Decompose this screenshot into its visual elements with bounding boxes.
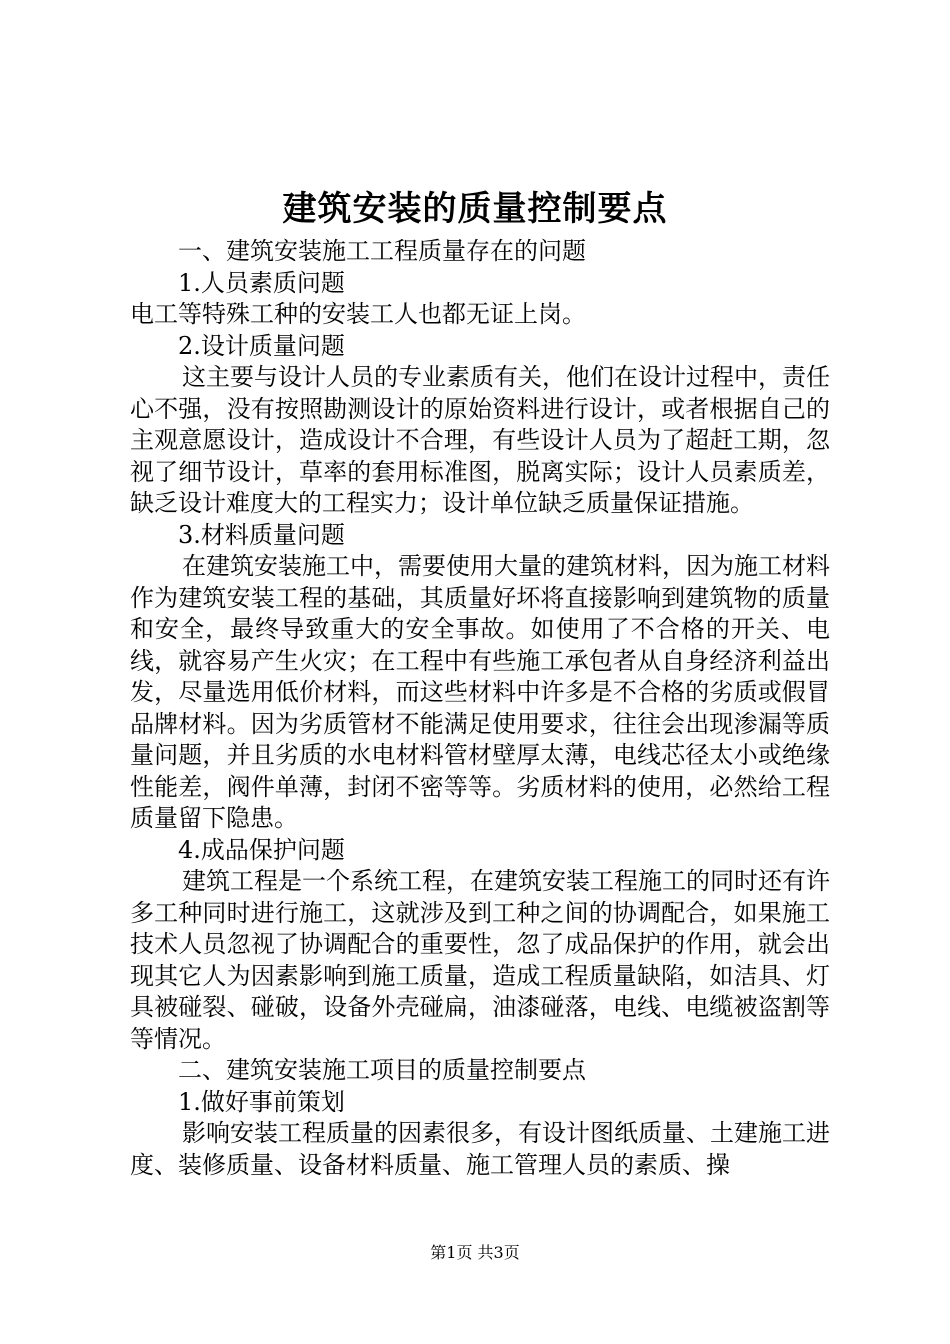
- paragraph-design: 这主要与设计人员的专业素质有关，他们在设计过程中，责任心不强，没有按照勘测设计的原始资料进行设计，或者根据自己的主观意愿设计，造成设计不合理，有些设计人员为了超赶工期，忽视了细节设计，草率的套用标准图，脱离实际；设计人员素质差，缺乏设计难度大的工程实力；设计单位缺乏质量保证措施。: [130, 363, 830, 517]
- paragraph-planning: 影响安装工程质量的因素很多，有设计图纸质量、土建施工进度、装修质量、设备材料质量、施工管理人员的素质、操: [130, 1119, 830, 1179]
- item-heading-planning: 1.做好事前策划: [178, 1087, 345, 1116]
- paragraph-protection: 建筑工程是一个系统工程，在建筑安装工程施工的同时还有许多工种同时进行施工，这就涉及到工种之间的协调配合，如果施工技术人员忽视了协调配合的重要性，忽了成品保护的作用，就会出现其它人为因素影响到施工质量，造成工程质量缺陷，如洁具、灯具被碰裂、碰破，设备外壳碰扁，油漆碰落，电线、电缆被盗割等等情况。: [130, 867, 830, 1053]
- document-title: 建筑安装的质量控制要点: [282, 189, 668, 229]
- paragraph-material: 在建筑安装施工中，需要使用大量的建筑材料，因为施工材料作为建筑安装工程的基础，其质量好坏将直接影响到建筑物的质量和安全，最终导致重大的安全事故。如使用了不合格的开关、电线，就容易产生火灾；在工程中有些施工承包者从自身经济利益出发，尽量选用低价材料，而这些材料中许多是不合格的劣质或假冒品牌材料。因为劣质管材不能满足使用要求，往往会出现渗漏等质量问题，并且劣质的水电材料管材壁厚太薄，电线芯径太小或绝缘性能差，阀件单薄，封闭不密等等。劣质材料的使用，必然给工程质量留下隐患。: [130, 552, 830, 832]
- item-heading-protection: 4.成品保护问题: [178, 835, 345, 864]
- section-heading-2: 二、建筑安装施工项目的质量控制要点: [178, 1056, 586, 1084]
- document-body: [130, 236, 830, 1181]
- item-heading-personnel: 1.人员素质问题: [178, 268, 345, 297]
- item-heading-design: 2.设计质量问题: [178, 331, 345, 360]
- page-number-footer: 第1页 共3页: [430, 1243, 520, 1262]
- paragraph-personnel: 电工等特殊工种的安装工人也都无证上岗。: [130, 300, 586, 328]
- item-heading-material: 3.材料质量问题: [178, 520, 345, 549]
- section-heading-1: 一、建筑安装施工工程质量存在的问题: [178, 237, 586, 265]
